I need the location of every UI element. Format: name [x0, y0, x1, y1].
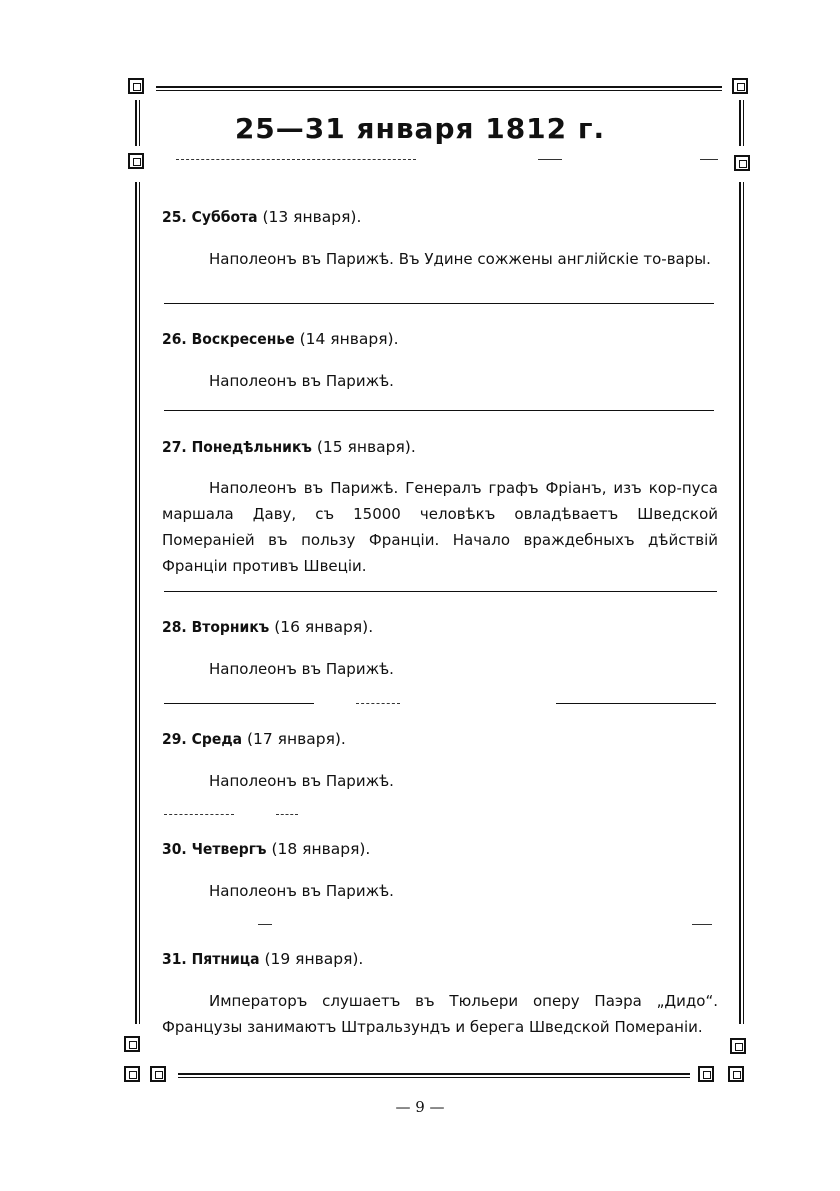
- entry-text: Наполеонъ въ Парижѣ. Генералъ графъ Фріанъ, изъ кор-пуса маршала Даву, съ 15000 человѣкъ овладѣваетъ Шведской Помераніей въ пользу Франціи. Начало враждебныхъ дѣйствій Франціи противъ Швеціи.: [162, 479, 718, 575]
- frame-bottom-rule: [178, 1073, 690, 1078]
- entry-separator: [164, 591, 717, 592]
- entry-heading: 31. Пятница (19 января).: [162, 950, 364, 968]
- entry-separator: [164, 410, 714, 411]
- frame-corner-ornament: [128, 78, 144, 94]
- entry-separator: [164, 703, 314, 704]
- page-number: — 9 —: [395, 1098, 445, 1116]
- entry-separator: [356, 703, 400, 704]
- frame-corner-ornament: [730, 1038, 746, 1054]
- entry-text: Императоръ слушаетъ въ Тюльери оперу Паэра „Дидо“. Французы занимаютъ Штральзундъ и берега Шведской Помераніи.: [162, 992, 718, 1036]
- frame-corner-ornament: [150, 1066, 166, 1082]
- title-underline: [700, 159, 718, 160]
- frame-corner-ornament: [698, 1066, 714, 1082]
- entry-text: Наполеонъ въ Парижѣ.: [209, 660, 394, 678]
- frame-corner-ornament: [734, 155, 750, 171]
- frame-corner-ornament: [128, 153, 144, 169]
- entry-text: Наполеонъ въ Парижѣ.: [209, 772, 394, 790]
- frame-corner-ornament: [124, 1036, 140, 1052]
- frame-left-rule: [135, 182, 140, 1024]
- entry-text: Наполеонъ въ Парижѣ. Въ Удине сожжены англійскіе то-вары.: [209, 250, 711, 268]
- frame-right-rule: [739, 182, 744, 1024]
- page-title: 25—31 января 1812 г.: [234, 112, 606, 145]
- entry-separator: [164, 814, 234, 815]
- entry-separator: [258, 924, 272, 925]
- entry-separator: [692, 924, 712, 925]
- frame-corner-ornament: [732, 78, 748, 94]
- title-underline: [538, 159, 562, 160]
- entry-separator: [556, 703, 716, 704]
- title-underline: [176, 159, 416, 160]
- frame-top-rule: [156, 86, 722, 91]
- entry-heading: 30. Четвергъ (18 января).: [162, 840, 371, 858]
- frame-corner-ornament: [124, 1066, 140, 1082]
- entry-heading: 26. Воскресенье (14 января).: [162, 330, 399, 348]
- frame-corner-ornament: [728, 1066, 744, 1082]
- entry-text: Наполеонъ въ Парижѣ.: [209, 372, 394, 390]
- entry-heading: 27. Понедѣльникъ (15 января).: [162, 438, 416, 456]
- entry-heading: 28. Вторникъ (16 января).: [162, 618, 374, 636]
- entry-heading: 25. Суббота (13 января).: [162, 208, 362, 226]
- entry-separator: [164, 303, 714, 304]
- entry-text: Наполеонъ въ Парижѣ.: [209, 882, 394, 900]
- entry-heading: 29. Среда (17 января).: [162, 730, 346, 748]
- entry-separator: [276, 814, 298, 815]
